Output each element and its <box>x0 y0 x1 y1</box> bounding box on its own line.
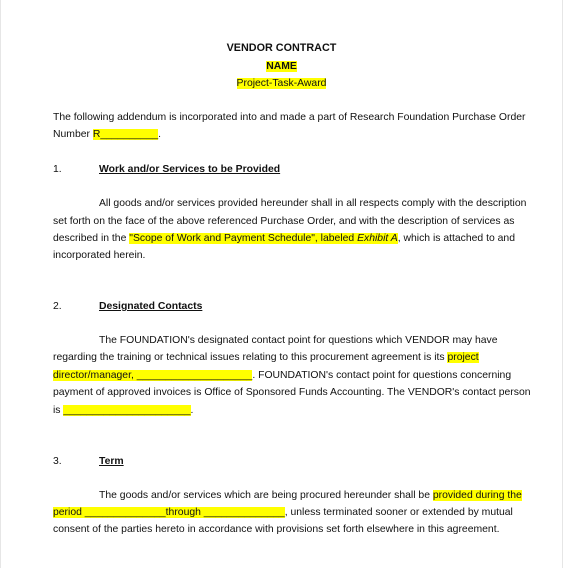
section-2-line-1: The FOUNDATION's designated contact point for questions which VENDOR may have <box>99 335 498 346</box>
section-2-line-3 <box>53 369 511 382</box>
section-3-line-1 <box>99 489 522 502</box>
section-2-line-3-suffix: . FOUNDATION's contact point for questions concerning <box>252 370 512 381</box>
project-manager-highlight-1: project <box>447 352 479 363</box>
project-manager-blank: director/manager, ____________________ <box>53 370 253 381</box>
section-3-line-3: consent of the parties hereto in accordance with provisions set forth elsewhere in this agreement. <box>53 524 500 535</box>
section-3-line-2-suffix: , unless terminated sooner or extended by mutual <box>284 507 513 518</box>
section-1-line-3-suffix: , which is attached to and <box>397 233 515 244</box>
section-3-line-1-prefix: The goods and/or services which are being procured hereunder shall be <box>99 490 433 501</box>
purchase-order-number-blank: R__________ <box>92 129 159 140</box>
intro-period: . <box>158 129 162 140</box>
section-2-line-5 <box>53 404 193 417</box>
section-3-heading: Term <box>99 456 124 467</box>
name-placeholder-line <box>0 60 563 73</box>
section-1-line-3 <box>53 232 515 245</box>
intro-line-1: The following addendum is incorporated into and made a part of Research Foundation Purchase Order <box>53 112 526 123</box>
vendor-contact-blank: ______________________ <box>63 405 191 416</box>
section-2-heading: Designated Contacts <box>99 301 203 312</box>
intro-number-label: Number <box>53 129 93 140</box>
scope-of-work-text: "Scope of Work and Payment Schedule", labeled <box>129 233 358 244</box>
section-2-number: 2. <box>53 301 62 312</box>
award-placeholder-line <box>0 77 563 90</box>
section-2-line-2-prefix: regarding the training or technical issues relating to this procurement agreement is its <box>53 352 448 363</box>
section-1-line-1: All goods and/or services provided hereunder shall in all respects comply with the description <box>99 198 527 209</box>
section-2-line-5-prefix: is <box>53 405 64 416</box>
scope-of-work-reference <box>129 233 397 244</box>
term-period-highlight-1: provided during the <box>432 490 522 501</box>
section-3-number: 3. <box>53 456 62 467</box>
document-title: VENDOR CONTRACT <box>226 42 337 54</box>
section-1-line-2: set forth on the face of the above referenced Purchase Order, and with the description of services as <box>53 216 515 227</box>
name-placeholder: NAME <box>266 61 297 72</box>
section-2-line-2 <box>53 351 479 364</box>
section-1-heading: Work and/or Services to be Provided <box>99 164 281 175</box>
section-2-line-4: payment of approved invoices is Office of Sponsored Funds Accounting. The VENDOR's contact person <box>53 387 531 398</box>
section-2-line-5-suffix: . <box>190 405 194 416</box>
intro-line-2 <box>53 128 161 141</box>
exhibit-a-label: Exhibit A <box>357 233 398 244</box>
term-period-blanks: period ______________through ______________ <box>53 507 285 518</box>
section-1-line-3-prefix: described in the <box>53 233 130 244</box>
section-1-number: 1. <box>53 164 62 175</box>
section-1-line-4: incorporated herein. <box>53 250 146 261</box>
award-placeholder: Project-Task-Award <box>236 78 327 89</box>
section-3-line-2 <box>53 506 513 519</box>
